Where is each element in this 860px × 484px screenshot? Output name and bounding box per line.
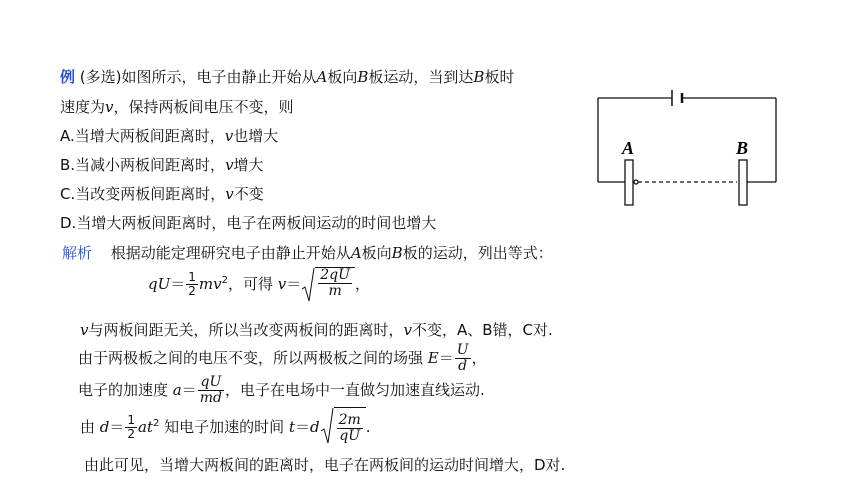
fraction-qU-md (198, 375, 224, 406)
var-v: v (225, 185, 234, 203)
solution-intro (62, 243, 553, 263)
text: 与两板间距无关，所以当改变两板间的距离时， (88, 321, 404, 339)
equals: ＝ (286, 275, 302, 293)
option-a (60, 126, 278, 146)
var-v: v (225, 156, 234, 174)
fraction-half (125, 414, 137, 441)
text: 板运动，当到达 (368, 68, 474, 86)
math-v: v (277, 275, 287, 293)
numerator: 1 (127, 413, 136, 427)
text: 电子的加速度 (78, 381, 173, 399)
radical-sign-icon (320, 407, 334, 445)
text: D.当增大两板间距离时，电子在两板间运动的时间也增大 (60, 214, 437, 232)
text: ，可得 (227, 275, 278, 293)
equals: ＝ (109, 418, 125, 436)
numerator: 2m (338, 412, 361, 428)
option-c (60, 184, 264, 204)
text: 由此可见，当增大两板间的距离时，电子在两板间的运动时间增大，D对. (84, 456, 566, 474)
var-A: A (316, 68, 328, 86)
denominator: 2 (127, 427, 136, 441)
solution-line-6 (80, 404, 371, 448)
numerator: U (456, 342, 469, 358)
denominator: qU (339, 428, 361, 444)
fraction-2m-qU (337, 413, 363, 444)
text: 增大 (233, 156, 264, 174)
text: ，保持两板间电压不变，则 (113, 98, 294, 116)
math-at: at (138, 418, 154, 436)
equals: ＝ (294, 418, 310, 436)
equation-1 (148, 266, 370, 303)
text: ， (471, 349, 487, 367)
plate-B (739, 160, 747, 205)
label-A: A (622, 138, 635, 158)
sqrt-expression (320, 407, 366, 448)
equals: ＝ (181, 381, 197, 399)
exponent: 2 (153, 418, 160, 429)
plate-A (625, 160, 633, 205)
sqrt-expression (301, 267, 355, 303)
fraction-half (186, 271, 198, 298)
question-line-2 (60, 97, 294, 117)
text: 由 (80, 418, 100, 436)
var-v: v (224, 127, 234, 145)
solution-label: 解析 (62, 244, 93, 262)
electron-dot (634, 180, 638, 184)
equals: ＝ (438, 349, 454, 367)
denominator: 2 (188, 284, 196, 298)
text: 也增大 (233, 127, 279, 145)
var-v: v (403, 321, 412, 339)
radical-sign-icon (301, 267, 315, 303)
text: C.当改变两板间距离时， (60, 185, 226, 203)
numerator: qU (198, 375, 224, 391)
option-d (60, 213, 436, 233)
math-mv: mv (198, 275, 222, 293)
solution-line-3 (80, 320, 553, 340)
option-b (60, 155, 264, 175)
text: 知电子加速的时间 (159, 418, 289, 436)
math-d: d (310, 418, 320, 436)
text: . (365, 418, 371, 436)
numerator: 2qU (320, 266, 350, 283)
exponent: 2 (221, 275, 228, 286)
numerator: 1 (188, 270, 196, 284)
text: (多选)如图所示，电子由静止开始从 (79, 68, 317, 86)
solution-line-4 (78, 340, 487, 376)
fraction-U-d (455, 343, 471, 374)
label-B: B (736, 138, 749, 158)
var-B: B (391, 244, 403, 262)
text: 板向 (361, 244, 392, 262)
math-t: t (288, 418, 295, 436)
text: A.当增大两板间距离时， (60, 127, 225, 145)
math-qU: qU (148, 275, 171, 293)
text: 板向 (327, 68, 358, 86)
denominator: md (199, 390, 222, 406)
denominator: d (458, 358, 468, 374)
text: 板时 (484, 68, 515, 86)
text: ， (354, 275, 370, 293)
question-line-1 (60, 67, 514, 87)
var-B: B (473, 68, 485, 86)
var-B: B (357, 68, 369, 86)
text: 速度为 (60, 98, 106, 116)
solution-line-5 (78, 372, 485, 408)
equals: ＝ (170, 275, 186, 293)
fraction-2qU-m (318, 268, 352, 299)
text: 不变 (233, 185, 264, 203)
var-v: v (105, 98, 114, 116)
text: 板的运动，列出等式： (402, 244, 553, 262)
solution-line-7 (84, 455, 565, 475)
example-tag: 例 (60, 68, 76, 86)
math-d: d (99, 418, 110, 436)
var-A: A (350, 244, 362, 262)
denominator: m (328, 282, 342, 299)
text: 根据动能定理研究电子由静止开始从 (110, 244, 351, 262)
math-a: a (172, 381, 182, 399)
capacitor-circuit-diagram (590, 80, 790, 210)
text: 由于两极板之间的电压不变，所以两极板之间的场强 (78, 349, 428, 367)
text: 不变，A、B错，C对. (411, 321, 553, 339)
var-v: v (80, 321, 89, 339)
text: B.当减小两板间距离时， (60, 156, 226, 174)
text: ，电子在电场中一直做匀加速直线运动. (225, 381, 485, 399)
math-E: E (427, 349, 439, 367)
